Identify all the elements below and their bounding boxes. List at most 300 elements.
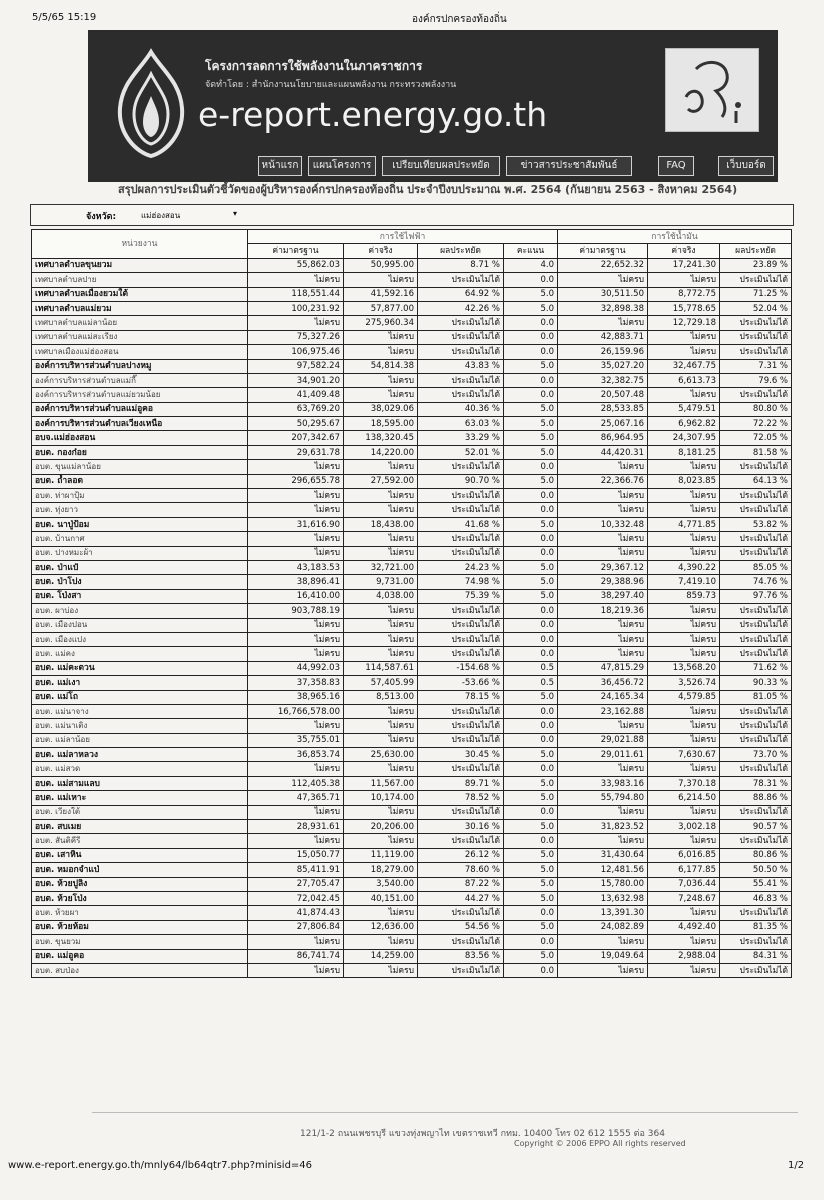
cell-fuel-savings: 81.35 % bbox=[720, 920, 792, 934]
cell-fuel-standard: ไม่ครบ bbox=[558, 489, 648, 503]
cell-electric-savings: ประเมินไม่ได้ bbox=[418, 604, 504, 618]
cell-fuel-actual: 24,307.95 bbox=[648, 431, 720, 445]
cell-fuel-savings: ประเมินไม่ได้ bbox=[720, 489, 792, 503]
cell-electric-standard: 27,806.84 bbox=[248, 920, 344, 934]
cell-agency-name: เทศบาลตำบลขุนยวม bbox=[32, 258, 248, 272]
cell-electric-standard: 85,411.91 bbox=[248, 863, 344, 877]
cell-electric-savings: ประเมินไม่ได้ bbox=[418, 546, 504, 560]
cell-agency-name: อบต. แม่ลาน้อย bbox=[32, 733, 248, 747]
cell-fuel-savings: ประเมินไม่ได้ bbox=[720, 704, 792, 718]
cell-electric-standard: ไม่ครบ bbox=[248, 532, 344, 546]
cell-fuel-actual: 6,962.82 bbox=[648, 417, 720, 431]
cell-score: 5.0 bbox=[504, 287, 558, 301]
cell-agency-name: อบต. แม่อูคอ bbox=[32, 949, 248, 963]
cell-agency-name: เทศบาลตำบลแม่สะเรียง bbox=[32, 330, 248, 344]
cell-electric-savings: 52.01 % bbox=[418, 445, 504, 459]
print-url: www.e-report.energy.go.th/mnly64/lb64qtr7.php?minisid=46 bbox=[8, 1160, 313, 1171]
cell-fuel-savings: ประเมินไม่ได้ bbox=[720, 834, 792, 848]
cell-fuel-savings: 97.76 % bbox=[720, 589, 792, 603]
report-summary-title: สรุปผลการประเมินตัวชี้วัดของผู้บริหารองค์กรปกครองท้องถิ่น ประจำปีงบประมาณ พ.ศ. 2564 (กันยายน 2563 - สิงหาคม 2564) bbox=[118, 183, 738, 196]
cell-electric-actual: ไม่ครบ bbox=[344, 489, 418, 503]
cell-electric-actual: 38,029.06 bbox=[344, 402, 418, 416]
cell-electric-actual: 18,438.00 bbox=[344, 517, 418, 531]
cell-fuel-actual: 6,177.85 bbox=[648, 863, 720, 877]
cell-electric-standard: 63,769.20 bbox=[248, 402, 344, 416]
cell-score: 0.0 bbox=[504, 906, 558, 920]
cell-score: 0.0 bbox=[504, 273, 558, 287]
table-row bbox=[32, 632, 792, 646]
cell-score: 5.0 bbox=[504, 517, 558, 531]
cell-electric-standard: 207,342.67 bbox=[248, 431, 344, 445]
cell-electric-standard: 296,655.78 bbox=[248, 474, 344, 488]
group-header-fuel: การใช้น้ำมัน bbox=[558, 230, 792, 244]
cell-score: 0.0 bbox=[504, 503, 558, 517]
table-row bbox=[32, 402, 792, 416]
cell-fuel-standard: 13,391.30 bbox=[558, 906, 648, 920]
cell-fuel-standard: ไม่ครบ bbox=[558, 963, 648, 977]
cell-electric-savings: 63.03 % bbox=[418, 417, 504, 431]
cell-fuel-standard: 36,456.72 bbox=[558, 676, 648, 690]
cell-electric-actual: ไม่ครบ bbox=[344, 805, 418, 819]
cell-fuel-standard: 29,011.61 bbox=[558, 748, 648, 762]
cell-fuel-savings: 84.31 % bbox=[720, 949, 792, 963]
cell-electric-savings: ประเมินไม่ได้ bbox=[418, 489, 504, 503]
nav-webboard[interactable]: เว็บบอร์ด bbox=[718, 156, 774, 176]
cell-score: 5.0 bbox=[504, 863, 558, 877]
cell-score: 0.5 bbox=[504, 661, 558, 675]
cell-electric-actual: ไม่ครบ bbox=[344, 345, 418, 359]
cell-fuel-standard: ไม่ครบ bbox=[558, 618, 648, 632]
cell-fuel-standard: ไม่ครบ bbox=[558, 935, 648, 949]
cell-electric-actual: 3,540.00 bbox=[344, 877, 418, 891]
cell-score: 5.0 bbox=[504, 474, 558, 488]
cell-fuel-standard: 12,481.56 bbox=[558, 863, 648, 877]
cell-electric-actual: 14,220.00 bbox=[344, 445, 418, 459]
cell-fuel-actual: ไม่ครบ bbox=[648, 460, 720, 474]
cell-electric-actual: 18,595.00 bbox=[344, 417, 418, 431]
cell-electric-standard: 47,365.71 bbox=[248, 791, 344, 805]
cell-fuel-actual: ไม่ครบ bbox=[648, 906, 720, 920]
cell-electric-savings: 33.29 % bbox=[418, 431, 504, 445]
cell-fuel-standard: 38,297.40 bbox=[558, 589, 648, 603]
cell-fuel-standard: 47,815.29 bbox=[558, 661, 648, 675]
cell-agency-name: อบต. นาปู่ป้อม bbox=[32, 517, 248, 531]
cell-electric-actual: ไม่ครบ bbox=[344, 373, 418, 387]
cell-electric-standard: 15,050.77 bbox=[248, 848, 344, 862]
table-row bbox=[32, 891, 792, 905]
cell-fuel-actual: 7,419.10 bbox=[648, 575, 720, 589]
nav-home[interactable]: หน้าแรก bbox=[258, 156, 302, 176]
table-row bbox=[32, 906, 792, 920]
cell-score: 0.0 bbox=[504, 330, 558, 344]
cell-electric-savings: ประเมินไม่ได้ bbox=[418, 273, 504, 287]
table-row bbox=[32, 316, 792, 330]
cell-electric-standard: ไม่ครบ bbox=[248, 546, 344, 560]
nav-compare-savings[interactable]: เปรียบเทียบผลประหยัด bbox=[382, 156, 500, 176]
cell-fuel-standard: 32,382.75 bbox=[558, 373, 648, 387]
cell-agency-name: อบต. เวียงใต้ bbox=[32, 805, 248, 819]
cell-electric-standard: 112,405.38 bbox=[248, 776, 344, 790]
cell-electric-standard: ไม่ครบ bbox=[248, 618, 344, 632]
cell-fuel-savings: 7.31 % bbox=[720, 359, 792, 373]
cell-fuel-actual: ไม่ครบ bbox=[648, 963, 720, 977]
cell-fuel-standard: 32,898.38 bbox=[558, 301, 648, 315]
cell-fuel-savings: 88.86 % bbox=[720, 791, 792, 805]
cell-agency-name: อบต. ทุ่งยาว bbox=[32, 503, 248, 517]
cell-fuel-actual: 4,579.85 bbox=[648, 690, 720, 704]
cell-score: 0.0 bbox=[504, 762, 558, 776]
nav-news[interactable]: ข่าวสารประชาสัมพันธ์ bbox=[506, 156, 632, 176]
cell-fuel-standard: ไม่ครบ bbox=[558, 805, 648, 819]
cell-fuel-actual: 32,467.75 bbox=[648, 359, 720, 373]
cell-agency-name: อบต. โป่งสา bbox=[32, 589, 248, 603]
cell-agency-name: องค์การบริหารส่วนตำบลปางหมู bbox=[32, 359, 248, 373]
cell-agency-name: องค์การบริหารส่วนตำบลแม่ยวมน้อย bbox=[32, 388, 248, 402]
cell-electric-savings: 44.27 % bbox=[418, 891, 504, 905]
cell-fuel-savings: 53.82 % bbox=[720, 517, 792, 531]
table-row bbox=[32, 920, 792, 934]
cell-fuel-actual: ไม่ครบ bbox=[648, 503, 720, 517]
cell-electric-savings: ประเมินไม่ได้ bbox=[418, 935, 504, 949]
cell-score: 0.0 bbox=[504, 388, 558, 402]
cell-electric-standard: 75,327.26 bbox=[248, 330, 344, 344]
cell-electric-standard: 38,965.16 bbox=[248, 690, 344, 704]
cell-fuel-savings: ประเมินไม่ได้ bbox=[720, 546, 792, 560]
table-row bbox=[32, 805, 792, 819]
cell-score: 5.0 bbox=[504, 848, 558, 862]
cell-agency-name: เทศบาลตำบลเมืองยวมใต้ bbox=[32, 287, 248, 301]
cell-agency-name: อบต. สบป่อง bbox=[32, 963, 248, 977]
cell-fuel-actual: ไม่ครบ bbox=[648, 834, 720, 848]
cell-fuel-actual: ไม่ครบ bbox=[648, 733, 720, 747]
cell-agency-name: อบต. ห้วยผา bbox=[32, 906, 248, 920]
organizer-line: จัดทำโดย : สำนักงานนโยบายและแผนพลังงาน กระทรวงพลังงาน bbox=[205, 80, 457, 90]
nav-project-plan[interactable]: แผนโครงการ bbox=[308, 156, 376, 176]
cell-electric-standard: 97,582.24 bbox=[248, 359, 344, 373]
cell-fuel-actual: 15,778.65 bbox=[648, 301, 720, 315]
nav-faq[interactable]: FAQ bbox=[658, 156, 694, 176]
cell-fuel-savings: ประเมินไม่ได้ bbox=[720, 388, 792, 402]
cell-electric-savings: 78.15 % bbox=[418, 690, 504, 704]
cell-fuel-standard: 20,507.48 bbox=[558, 388, 648, 402]
cell-fuel-standard: 26,159.96 bbox=[558, 345, 648, 359]
cell-electric-savings: 26.12 % bbox=[418, 848, 504, 862]
cell-fuel-standard: 15,780.00 bbox=[558, 877, 648, 891]
province-filter-bar bbox=[30, 204, 794, 226]
province-select[interactable] bbox=[141, 209, 239, 221]
cell-agency-name: อบต. ผาบ่อง bbox=[32, 604, 248, 618]
cell-electric-standard: 44,992.03 bbox=[248, 661, 344, 675]
cell-agency-name: อบต. บ้านกาศ bbox=[32, 532, 248, 546]
cell-fuel-actual: 2,988.04 bbox=[648, 949, 720, 963]
cell-score: 0.0 bbox=[504, 316, 558, 330]
cell-agency-name: อบต. ขุนแม่ลาน้อย bbox=[32, 460, 248, 474]
cell-electric-standard: 35,755.01 bbox=[248, 733, 344, 747]
footer-copyright: Copyright © 2006 EPPO All rights reserved bbox=[514, 1139, 686, 1148]
table-row bbox=[32, 330, 792, 344]
cell-electric-savings: 78.52 % bbox=[418, 791, 504, 805]
cell-electric-savings: 90.70 % bbox=[418, 474, 504, 488]
cell-fuel-savings: ประเมินไม่ได้ bbox=[720, 316, 792, 330]
table-row bbox=[32, 834, 792, 848]
cell-fuel-savings: ประเมินไม่ได้ bbox=[720, 733, 792, 747]
cell-fuel-standard: ไม่ครบ bbox=[558, 762, 648, 776]
cell-fuel-savings: 52.04 % bbox=[720, 301, 792, 315]
table-row bbox=[32, 431, 792, 445]
cell-fuel-actual: ไม่ครบ bbox=[648, 532, 720, 546]
table-row bbox=[32, 820, 792, 834]
cell-score: 0.0 bbox=[504, 546, 558, 560]
cell-agency-name: อบต. เมืองปอน bbox=[32, 618, 248, 632]
table-row bbox=[32, 690, 792, 704]
cell-fuel-standard: 44,420.31 bbox=[558, 445, 648, 459]
cell-fuel-savings: 74.76 % bbox=[720, 575, 792, 589]
cell-fuel-savings: 71.25 % bbox=[720, 287, 792, 301]
cell-fuel-standard: ไม่ครบ bbox=[558, 632, 648, 646]
cell-electric-standard: ไม่ครบ bbox=[248, 935, 344, 949]
cell-agency-name: อบต. สบเมย bbox=[32, 820, 248, 834]
cell-fuel-savings: ประเมินไม่ได้ bbox=[720, 906, 792, 920]
cell-agency-name: อบต. ป่าโปง bbox=[32, 575, 248, 589]
cell-electric-savings: ประเมินไม่ได้ bbox=[418, 503, 504, 517]
cell-agency-name: อบต. เมืองแปง bbox=[32, 632, 248, 646]
cell-fuel-actual: ไม่ครบ bbox=[648, 345, 720, 359]
cell-fuel-actual: 4,492.40 bbox=[648, 920, 720, 934]
cell-fuel-standard: 13,632.98 bbox=[558, 891, 648, 905]
cell-agency-name: อบต. แม่สามแลบ bbox=[32, 776, 248, 790]
cell-electric-actual: ไม่ครบ bbox=[344, 388, 418, 402]
cell-electric-actual: 11,567.00 bbox=[344, 776, 418, 790]
cell-fuel-actual: 8,181.25 bbox=[648, 445, 720, 459]
cell-electric-standard: ไม่ครบ bbox=[248, 762, 344, 776]
cell-fuel-standard: 24,082.89 bbox=[558, 920, 648, 934]
cell-electric-savings: 30.45 % bbox=[418, 748, 504, 762]
footer-divider bbox=[92, 1112, 798, 1113]
cell-fuel-actual: 7,036.44 bbox=[648, 877, 720, 891]
cell-agency-name: อบต. กองก๋อย bbox=[32, 445, 248, 459]
cell-fuel-savings: ประเมินไม่ได้ bbox=[720, 618, 792, 632]
cell-electric-standard: ไม่ครบ bbox=[248, 489, 344, 503]
cell-fuel-standard: 29,367.12 bbox=[558, 560, 648, 574]
table-row bbox=[32, 373, 792, 387]
cell-electric-actual: ไม่ครบ bbox=[344, 503, 418, 517]
cell-agency-name: องค์การบริหารส่วนตำบลแม่กี๊ bbox=[32, 373, 248, 387]
site-banner bbox=[88, 30, 778, 182]
cell-electric-standard: ไม่ครบ bbox=[248, 719, 344, 733]
cell-fuel-actual: 4,390.22 bbox=[648, 560, 720, 574]
cell-electric-standard: ไม่ครบ bbox=[248, 834, 344, 848]
cell-fuel-actual: ไม่ครบ bbox=[648, 805, 720, 819]
cell-fuel-savings: 81.58 % bbox=[720, 445, 792, 459]
cell-electric-actual: 57,405.99 bbox=[344, 676, 418, 690]
table-row bbox=[32, 258, 792, 272]
cell-electric-savings: 30.16 % bbox=[418, 820, 504, 834]
cell-electric-savings: ประเมินไม่ได้ bbox=[418, 704, 504, 718]
cell-electric-standard: 86,741.74 bbox=[248, 949, 344, 963]
cell-electric-standard: 50,295.67 bbox=[248, 417, 344, 431]
cell-fuel-actual: 6,214.50 bbox=[648, 791, 720, 805]
cell-electric-actual: 9,731.00 bbox=[344, 575, 418, 589]
cell-electric-actual: ไม่ครบ bbox=[344, 330, 418, 344]
cell-fuel-standard: 29,021.88 bbox=[558, 733, 648, 747]
cell-electric-savings: 40.36 % bbox=[418, 402, 504, 416]
table-row bbox=[32, 877, 792, 891]
cell-score: 0.0 bbox=[504, 733, 558, 747]
cell-agency-name: เทศบาลตำบลแม่ลาน้อย bbox=[32, 316, 248, 330]
cell-fuel-savings: 72.05 % bbox=[720, 431, 792, 445]
cell-electric-savings: ประเมินไม่ได้ bbox=[418, 316, 504, 330]
cell-electric-standard: 72,042.45 bbox=[248, 891, 344, 905]
cell-score: 5.0 bbox=[504, 920, 558, 934]
col-header-electric-actual: ค่าจริง bbox=[344, 244, 418, 258]
table-row bbox=[32, 776, 792, 790]
evaluation-table bbox=[31, 229, 792, 978]
cell-score: 0.5 bbox=[504, 676, 558, 690]
cell-electric-actual: 114,587.61 bbox=[344, 661, 418, 675]
cell-electric-standard: 903,788.19 bbox=[248, 604, 344, 618]
cell-electric-standard: 118,551.44 bbox=[248, 287, 344, 301]
cell-fuel-actual: ไม่ครบ bbox=[648, 719, 720, 733]
table-row bbox=[32, 719, 792, 733]
cell-fuel-standard: ไม่ครบ bbox=[558, 460, 648, 474]
site-domain: e-report.energy.go.th bbox=[198, 95, 548, 134]
cell-fuel-savings: 78.31 % bbox=[720, 776, 792, 790]
cell-electric-standard: ไม่ครบ bbox=[248, 805, 344, 819]
table-row bbox=[32, 704, 792, 718]
cell-score: 0.0 bbox=[504, 805, 558, 819]
cell-electric-actual: ไม่ครบ bbox=[344, 719, 418, 733]
cell-electric-savings: 89.71 % bbox=[418, 776, 504, 790]
cell-electric-actual: ไม่ครบ bbox=[344, 546, 418, 560]
cell-agency-name: อบต. ปางหมะผ้า bbox=[32, 546, 248, 560]
cell-score: 5.0 bbox=[504, 877, 558, 891]
cell-electric-standard: 34,901.20 bbox=[248, 373, 344, 387]
cell-fuel-standard: 31,823.52 bbox=[558, 820, 648, 834]
cell-agency-name: อบต. ขุนยวม bbox=[32, 935, 248, 949]
cell-fuel-actual: ไม่ครบ bbox=[648, 935, 720, 949]
cell-fuel-actual: 12,729.18 bbox=[648, 316, 720, 330]
table-row bbox=[32, 546, 792, 560]
cell-electric-actual: 4,038.00 bbox=[344, 589, 418, 603]
print-page-number: 1/2 bbox=[788, 1160, 805, 1171]
cell-fuel-actual: ไม่ครบ bbox=[648, 546, 720, 560]
cell-fuel-standard: 22,652.32 bbox=[558, 258, 648, 272]
cell-electric-savings: ประเมินไม่ได้ bbox=[418, 388, 504, 402]
cell-electric-standard: 31,616.90 bbox=[248, 517, 344, 531]
col-header-agency: หน่วยงาน bbox=[32, 230, 248, 259]
table-row bbox=[32, 359, 792, 373]
table-row bbox=[32, 460, 792, 474]
cell-electric-actual: ไม่ครบ bbox=[344, 632, 418, 646]
cell-fuel-actual: 8,772.75 bbox=[648, 287, 720, 301]
cell-electric-actual: 50,995.00 bbox=[344, 258, 418, 272]
cell-fuel-standard: 22,366.76 bbox=[558, 474, 648, 488]
cell-fuel-standard: 33,983.16 bbox=[558, 776, 648, 790]
table-row bbox=[32, 345, 792, 359]
cell-agency-name: อบต. เสาหิน bbox=[32, 848, 248, 862]
table-row bbox=[32, 935, 792, 949]
col-header-fuel-standard: ค่ามาตรฐาน bbox=[558, 244, 648, 258]
cell-score: 0.0 bbox=[504, 604, 558, 618]
cell-fuel-savings: 85.05 % bbox=[720, 560, 792, 574]
cell-fuel-actual: 7,248.67 bbox=[648, 891, 720, 905]
cell-fuel-savings: ประเมินไม่ได้ bbox=[720, 604, 792, 618]
cell-fuel-savings: 73.70 % bbox=[720, 748, 792, 762]
cell-electric-standard: ไม่ครบ bbox=[248, 273, 344, 287]
cell-electric-standard: 36,853.74 bbox=[248, 748, 344, 762]
cell-electric-actual: 12,636.00 bbox=[344, 920, 418, 934]
cell-fuel-savings: 81.05 % bbox=[720, 690, 792, 704]
cell-fuel-actual: ไม่ครบ bbox=[648, 618, 720, 632]
cell-electric-savings: 83.56 % bbox=[418, 949, 504, 963]
cell-score: 5.0 bbox=[504, 776, 558, 790]
cell-fuel-standard: ไม่ครบ bbox=[558, 316, 648, 330]
cell-electric-standard: 38,896.41 bbox=[248, 575, 344, 589]
cell-score: 4.0 bbox=[504, 258, 558, 272]
table-row bbox=[32, 647, 792, 661]
cell-electric-savings: 75.39 % bbox=[418, 589, 504, 603]
cell-agency-name: อบต. ท่าผาปุ้ม bbox=[32, 489, 248, 503]
cell-electric-savings: 54.56 % bbox=[418, 920, 504, 934]
cell-fuel-actual: ไม่ครบ bbox=[648, 632, 720, 646]
cell-electric-actual: ไม่ครบ bbox=[344, 935, 418, 949]
cell-agency-name: อบต. แม่นาจาง bbox=[32, 704, 248, 718]
cell-fuel-actual: ไม่ครบ bbox=[648, 330, 720, 344]
cell-score: 5.0 bbox=[504, 589, 558, 603]
cell-score: 0.0 bbox=[504, 345, 558, 359]
cell-electric-standard: ไม่ครบ bbox=[248, 632, 344, 646]
cell-score: 0.0 bbox=[504, 632, 558, 646]
print-page-title: องค์กรปกครองท้องถิ่น bbox=[412, 14, 507, 25]
cell-agency-name: อบต. แม่โถ bbox=[32, 690, 248, 704]
cell-fuel-actual: 7,630.67 bbox=[648, 748, 720, 762]
cell-electric-savings: 41.68 % bbox=[418, 517, 504, 531]
cell-score: 5.0 bbox=[504, 417, 558, 431]
cell-fuel-actual: ไม่ครบ bbox=[648, 388, 720, 402]
table-row bbox=[32, 301, 792, 315]
cell-electric-actual: 10,174.00 bbox=[344, 791, 418, 805]
cell-fuel-savings: 80.80 % bbox=[720, 402, 792, 416]
col-header-electric-standard: ค่ามาตรฐาน bbox=[248, 244, 344, 258]
cell-electric-savings: ประเมินไม่ได้ bbox=[418, 963, 504, 977]
cell-agency-name: อบต. แม่เหาะ bbox=[32, 791, 248, 805]
cell-fuel-actual: 859.73 bbox=[648, 589, 720, 603]
cell-electric-actual: 32,721.00 bbox=[344, 560, 418, 574]
cell-electric-standard: 16,766,578.00 bbox=[248, 704, 344, 718]
cell-agency-name: เทศบาลตำบลปาย bbox=[32, 273, 248, 287]
cell-fuel-standard: ไม่ครบ bbox=[558, 273, 648, 287]
cell-fuel-actual: ไม่ครบ bbox=[648, 273, 720, 287]
cell-score: 5.0 bbox=[504, 445, 558, 459]
cell-fuel-savings: ประเมินไม่ได้ bbox=[720, 330, 792, 344]
cell-fuel-standard: ไม่ครบ bbox=[558, 503, 648, 517]
cell-fuel-actual: 5,479.51 bbox=[648, 402, 720, 416]
cell-electric-actual: 275,960.34 bbox=[344, 316, 418, 330]
cell-score: 5.0 bbox=[504, 690, 558, 704]
col-header-score: คะแนน bbox=[504, 244, 558, 258]
cell-agency-name: อบต. แม่คะตวน bbox=[32, 661, 248, 675]
site-nav bbox=[258, 156, 778, 176]
cell-electric-actual: 20,206.00 bbox=[344, 820, 418, 834]
cell-score: 0.0 bbox=[504, 935, 558, 949]
table-row bbox=[32, 661, 792, 675]
cell-fuel-standard: 24,165.34 bbox=[558, 690, 648, 704]
cell-fuel-standard: ไม่ครบ bbox=[558, 834, 648, 848]
footer-address: 121/1-2 ถนนเพชรบุรี แขวงทุ่งพญาไท เขตราชเทวี กทม. 10400 โทร 02 612 1555 ต่อ 364 bbox=[300, 1129, 665, 1139]
cell-fuel-standard: 25,067.16 bbox=[558, 417, 648, 431]
cell-fuel-savings: 55.41 % bbox=[720, 877, 792, 891]
cell-fuel-actual: ไม่ครบ bbox=[648, 704, 720, 718]
